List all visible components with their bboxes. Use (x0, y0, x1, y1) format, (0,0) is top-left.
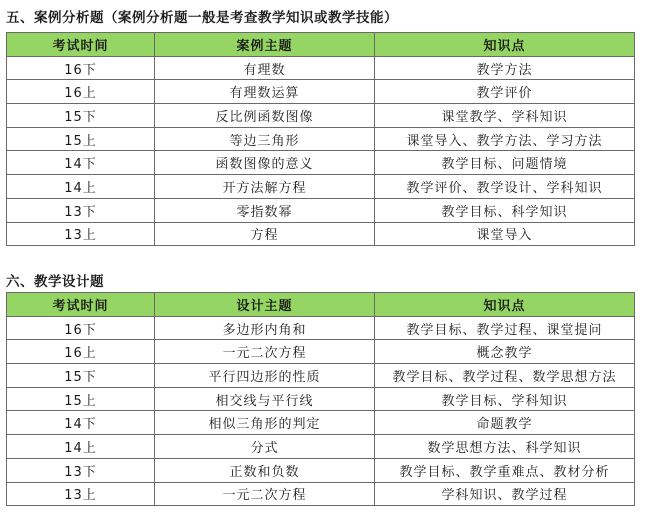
table-row (7, 80, 635, 104)
table-row (7, 482, 635, 506)
table-row (7, 411, 635, 435)
section-title-case-analysis: 五、案例分析题（案例分析题一般是考查教学知识或教学技能） (6, 10, 398, 26)
table-row (7, 387, 635, 411)
cell-knowledge: 教学方法 (375, 56, 635, 80)
table-row (7, 222, 635, 246)
cell-exam-time: 14上 (7, 435, 155, 459)
cell-topic: 反比例函数图像 (155, 104, 375, 128)
table-row (7, 458, 635, 482)
table-row (7, 340, 635, 364)
header-exam-time: 考试时间 (7, 33, 155, 57)
table-header-row (7, 293, 635, 317)
table-row (7, 56, 635, 80)
cell-topic: 相交线与平行线 (155, 387, 375, 411)
table-row (7, 175, 635, 199)
cell-topic: 分式 (155, 435, 375, 459)
cell-knowledge: 教学目标、教学过程、课堂提问 (375, 316, 635, 340)
cell-knowledge: 课堂教学、学科知识 (375, 104, 635, 128)
cell-topic: 一元二次方程 (155, 340, 375, 364)
cell-topic: 相似三角形的判定 (155, 411, 375, 435)
section-title-teaching-design: 六、教学设计题 (6, 274, 104, 290)
cell-exam-time: 16下 (7, 316, 155, 340)
table-row (7, 104, 635, 128)
cell-exam-time: 13上 (7, 482, 155, 506)
cell-knowledge: 教学目标、教学过程、数学思想方法 (375, 364, 635, 388)
table-row (7, 316, 635, 340)
cell-topic: 有理数 (155, 56, 375, 80)
cell-exam-time: 15下 (7, 104, 155, 128)
table-row (7, 364, 635, 388)
teaching-design-table (6, 292, 635, 506)
cell-knowledge: 教学评价、教学设计、学科知识 (375, 175, 635, 199)
cell-knowledge: 学科知识、教学过程 (375, 482, 635, 506)
cell-topic: 多边形内角和 (155, 316, 375, 340)
cell-exam-time: 16下 (7, 56, 155, 80)
cell-knowledge: 教学目标、教学重难点、教材分析 (375, 458, 635, 482)
table-row (7, 127, 635, 151)
cell-topic: 正数和负数 (155, 458, 375, 482)
cell-topic: 平行四边形的性质 (155, 364, 375, 388)
cell-knowledge: 命题教学 (375, 411, 635, 435)
cell-exam-time: 14下 (7, 411, 155, 435)
cell-topic: 等边三角形 (155, 127, 375, 151)
cell-exam-time: 14下 (7, 151, 155, 175)
cell-topic: 有理数运算 (155, 80, 375, 104)
cell-exam-time: 16上 (7, 80, 155, 104)
cell-knowledge: 教学目标、问题情境 (375, 151, 635, 175)
cell-knowledge: 课堂导入 (375, 222, 635, 246)
case-analysis-table (6, 32, 635, 246)
cell-exam-time: 13下 (7, 458, 155, 482)
cell-knowledge: 数学思想方法、科学知识 (375, 435, 635, 459)
header-knowledge-point: 知识点 (375, 33, 635, 57)
cell-exam-time: 15上 (7, 387, 155, 411)
table-header-row (7, 33, 635, 57)
cell-knowledge: 教学目标、学科知识 (375, 387, 635, 411)
cell-topic: 开方法解方程 (155, 175, 375, 199)
cell-topic: 零指数幂 (155, 198, 375, 222)
cell-exam-time: 15下 (7, 364, 155, 388)
cell-knowledge: 概念教学 (375, 340, 635, 364)
header-exam-time: 考试时间 (7, 293, 155, 317)
header-case-topic: 案例主题 (155, 33, 375, 57)
cell-topic: 方程 (155, 222, 375, 246)
header-knowledge-point: 知识点 (375, 293, 635, 317)
cell-knowledge: 课堂导入、教学方法、学习方法 (375, 127, 635, 151)
cell-knowledge: 教学目标、科学知识 (375, 198, 635, 222)
header-design-topic: 设计主题 (155, 293, 375, 317)
cell-exam-time: 16上 (7, 340, 155, 364)
cell-topic: 函数图像的意义 (155, 151, 375, 175)
cell-topic: 一元二次方程 (155, 482, 375, 506)
cell-exam-time: 15上 (7, 127, 155, 151)
cell-exam-time: 14上 (7, 175, 155, 199)
cell-exam-time: 13下 (7, 198, 155, 222)
cell-exam-time: 13上 (7, 222, 155, 246)
table-row (7, 151, 635, 175)
cell-knowledge: 教学评价 (375, 80, 635, 104)
table-row (7, 435, 635, 459)
table-row (7, 198, 635, 222)
